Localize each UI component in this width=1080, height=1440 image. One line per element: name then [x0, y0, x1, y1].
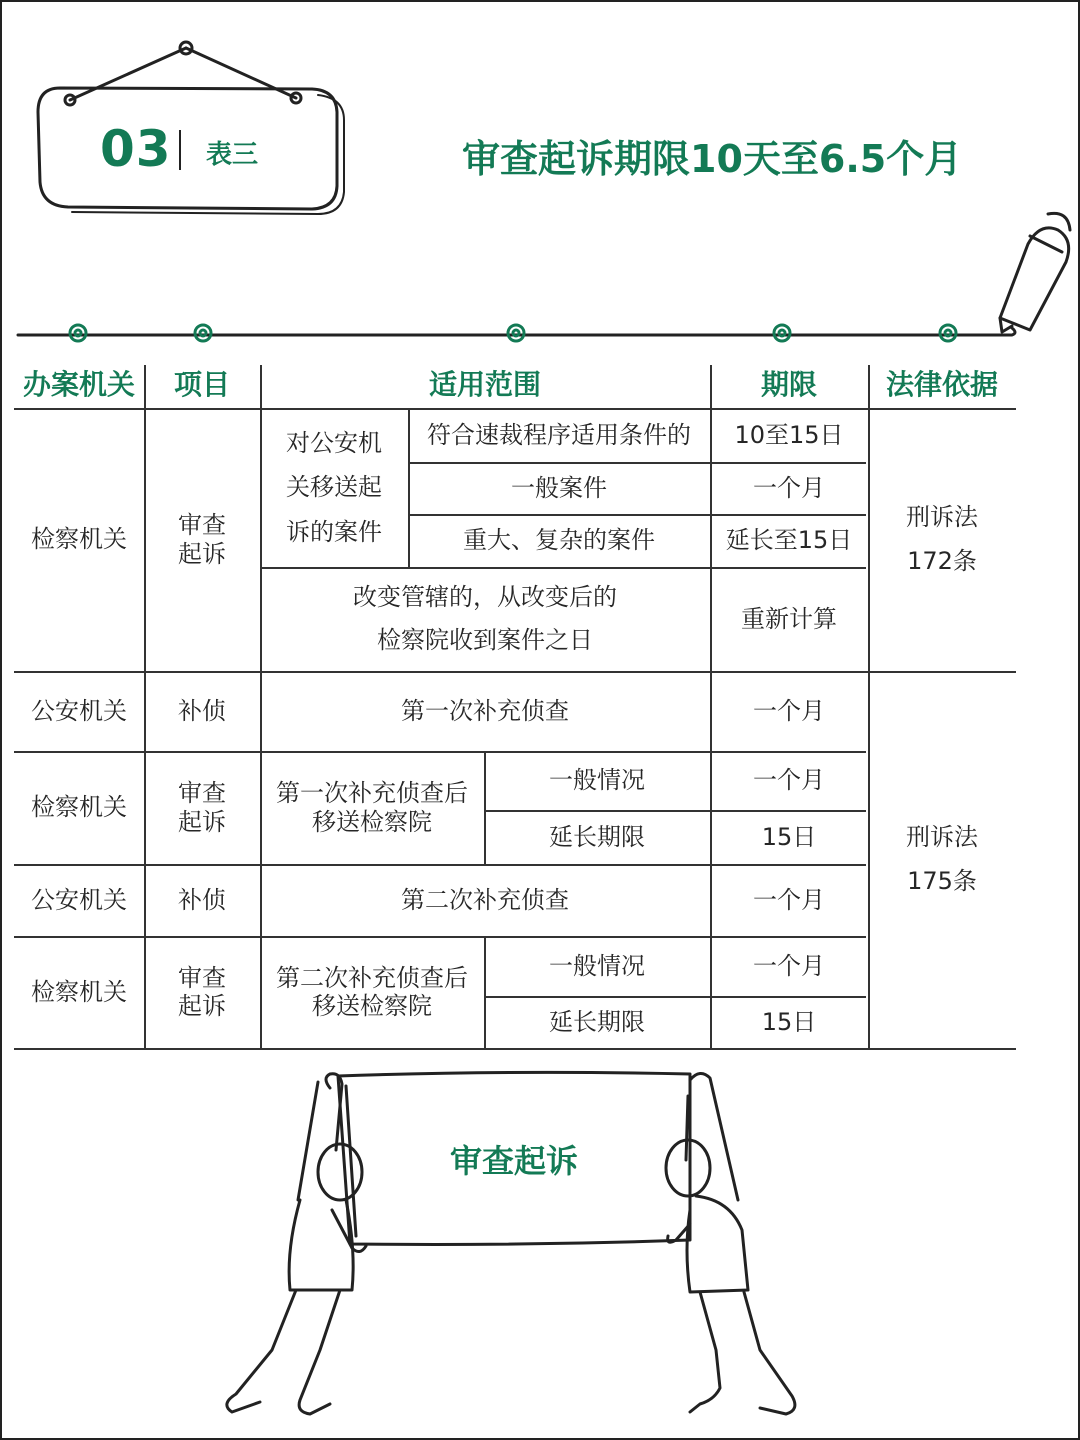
s2-r2-sub2-label: 延长期限 — [549, 822, 645, 851]
s1-scope-row-2: 一般案件 — [511, 473, 607, 502]
s1-scope-row-1: 符合速裁程序适用条件的 — [427, 420, 691, 449]
col-header-organ: 办案机关 — [22, 367, 135, 401]
s1-term-row-1: 10至15日 — [734, 420, 844, 449]
s2-basis: 刑诉法 175条 — [906, 823, 978, 895]
banner-text: 审查起诉 — [450, 1142, 579, 1180]
s2-r3-term: 一个月 — [753, 885, 825, 914]
s2-r2-sub2-term: 15日 — [761, 822, 817, 851]
col-header-term: 期限 — [760, 367, 817, 401]
page-title: 审查起诉期限10天至6.5个月 — [462, 137, 963, 181]
s2-r4-sub1-label: 一般情况 — [549, 951, 645, 980]
s1-organ: 检察机关 — [31, 525, 127, 554]
s1-term-row-3: 延长至15日 — [725, 526, 853, 555]
s2-r1-item: 补侦 — [178, 696, 226, 725]
s2-r2-sub1-label: 一般情况 — [549, 766, 645, 795]
s2-r4-sub2-term: 15日 — [761, 1007, 817, 1036]
s2-r4-sub2-label: 延长期限 — [549, 1007, 645, 1036]
s2-r1-term: 一个月 — [753, 696, 825, 725]
s2-r4-organ: 检察机关 — [31, 977, 127, 1006]
s1-change-term: 重新计算 — [741, 604, 837, 633]
s2-r2-item: 审查 起诉 — [178, 779, 226, 836]
s1-term-row-2: 一个月 — [753, 473, 825, 502]
s2-r2-scope: 第一次补充侦查后 移送检察院 — [276, 779, 468, 836]
section-number: 03 — [100, 120, 172, 178]
s1-item: 审查 起诉 — [178, 511, 226, 568]
s2-r1-scope: 第一次补充侦查 — [401, 696, 569, 725]
col-header-item: 项目 — [173, 367, 230, 401]
col-header-basis: 法律依据 — [885, 367, 998, 401]
s1-change-scope: 改变管辖的，从改变后的 检察院收到案件之日 — [353, 582, 617, 654]
s2-r1-organ: 公安机关 — [31, 696, 127, 725]
s2-r2-organ: 检察机关 — [31, 793, 127, 822]
s1-basis: 刑诉法 172条 — [906, 503, 978, 575]
s2-r3-item: 补侦 — [178, 885, 226, 914]
s2-r4-sub1-term: 一个月 — [753, 951, 825, 980]
s2-r2-sub1-term: 一个月 — [753, 766, 825, 795]
s2-r4-scope: 第二次补充侦查后 移送检察院 — [276, 963, 468, 1020]
table-tag: 表三 — [206, 140, 259, 170]
s2-r3-organ: 公安机关 — [31, 885, 127, 914]
s2-r4-item: 审查 起诉 — [178, 963, 226, 1020]
col-header-scope: 适用范围 — [428, 367, 541, 401]
s1-scope-row-3: 重大、复杂的案件 — [463, 526, 655, 555]
s1-scope-group: 对公安机 关移送起 诉的案件 — [286, 428, 382, 546]
s2-r3-scope: 第二次补充侦查 — [401, 885, 569, 914]
